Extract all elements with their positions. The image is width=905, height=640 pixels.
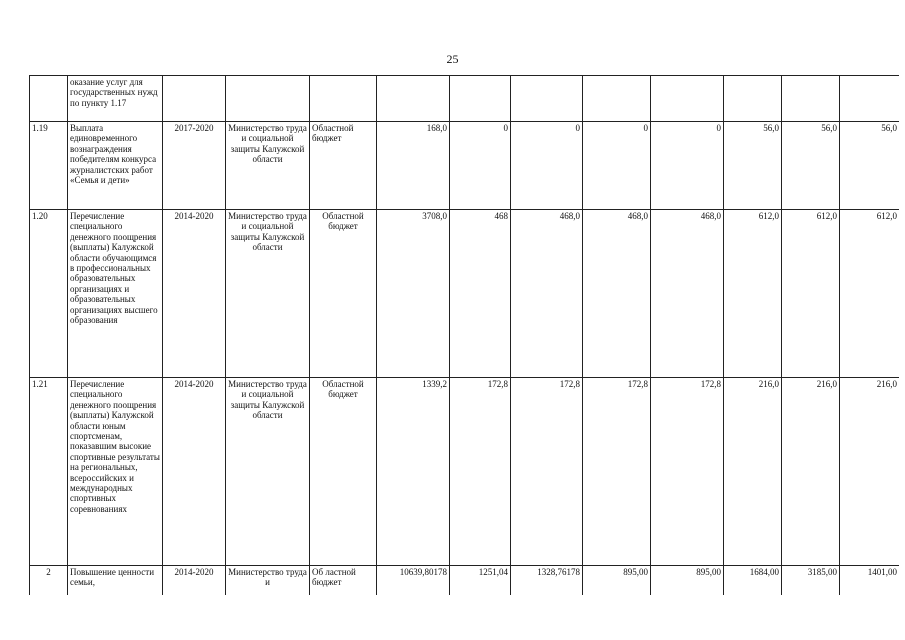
value-2018: 56,0 [724,122,782,210]
value-2019 [782,76,840,122]
value-total: 3708,0 [377,210,450,378]
source-cell: Об ластной бюджет [310,566,377,596]
value-total: 1339,2 [377,378,450,566]
value-2018: 1684,00 [724,566,782,596]
value-2014: 0 [450,122,511,210]
source-cell: Областной бюджет [310,378,377,566]
value-2014 [450,76,511,122]
period-cell: 2014-2020 [163,378,226,566]
executor-cell: Министерство труда и социальной защиты Калужской области [226,122,310,210]
executor-cell [226,76,310,122]
table-row [30,378,900,566]
period-cell [163,76,226,122]
period-cell: 2014-2020 [163,566,226,596]
table-row [30,566,900,596]
measure-name: оказание услуг для государственных нужд по пункту 1.17 [68,76,163,122]
value-2016: 172,8 [583,378,651,566]
value-2015: 172,8 [511,378,583,566]
source-cell: Областной бюджет [310,122,377,210]
row-number: 1.19 [30,122,68,210]
executor-cell: Министерство труда и социальной защиты Калужской области [226,378,310,566]
value-2017 [651,76,724,122]
table-row [30,122,900,210]
executor-cell: Министерство труда и [226,566,310,596]
row-number: 2 [30,566,68,596]
period-cell: 2017-2020 [163,122,226,210]
value-2018: 612,0 [724,210,782,378]
value-2016: 0 [583,122,651,210]
value-2020 [840,76,900,122]
value-2017: 468,0 [651,210,724,378]
value-total [377,76,450,122]
value-2015 [511,76,583,122]
value-total: 168,0 [377,122,450,210]
page-number: 25 [446,52,459,66]
row-number [30,76,68,122]
row-number: 1.21 [30,378,68,566]
value-2016 [583,76,651,122]
source-cell [310,76,377,122]
program-table-wrapper [29,75,899,595]
value-2018 [724,76,782,122]
measure-name: Повышение ценности семьи, [68,566,163,596]
value-2014: 1251,04 [450,566,511,596]
value-total: 10639,80178 [377,566,450,596]
value-2017: 172,8 [651,378,724,566]
period-cell: 2014-2020 [163,210,226,378]
table-row [30,210,900,378]
value-2019: 3185,00 [782,566,840,596]
executor-cell: Министерство труда и социальной защиты Калужской области [226,210,310,378]
value-2019: 612,0 [782,210,840,378]
value-2017: 895,00 [651,566,724,596]
table-row [30,76,900,122]
measure-name: Выплата единовременного вознаграждения победителям конкурса журналистских работ «Семья и дети» [68,122,163,210]
value-2019: 56,0 [782,122,840,210]
value-2014: 468 [450,210,511,378]
value-2020: 216,0 [840,378,900,566]
measure-name: Перечисление специального денежного поощрения (выплаты) Калужской области юным спортсменам, показавшим высокие спортивные результаты на региональных, всероссийских и международных спортивных соревнованиях [68,378,163,566]
value-2014: 172,8 [450,378,511,566]
row-number: 1.20 [30,210,68,378]
value-2016: 468,0 [583,210,651,378]
value-2019: 216,0 [782,378,840,566]
program-table [29,75,899,595]
measure-name: Перечисление специального денежного поощрения (выплаты) Калужской области обучающимся в профессиональных образовательных организациях и образовательных организациях высшего образования [68,210,163,378]
value-2016: 895,00 [583,566,651,596]
value-2015: 1328,76178 [511,566,583,596]
value-2015: 468,0 [511,210,583,378]
value-2017: 0 [651,122,724,210]
value-2020: 612,0 [840,210,900,378]
value-2020: 1401,00 [840,566,900,596]
value-2015: 0 [511,122,583,210]
value-2018: 216,0 [724,378,782,566]
source-cell: Областной бюджет [310,210,377,378]
value-2020: 56,0 [840,122,900,210]
